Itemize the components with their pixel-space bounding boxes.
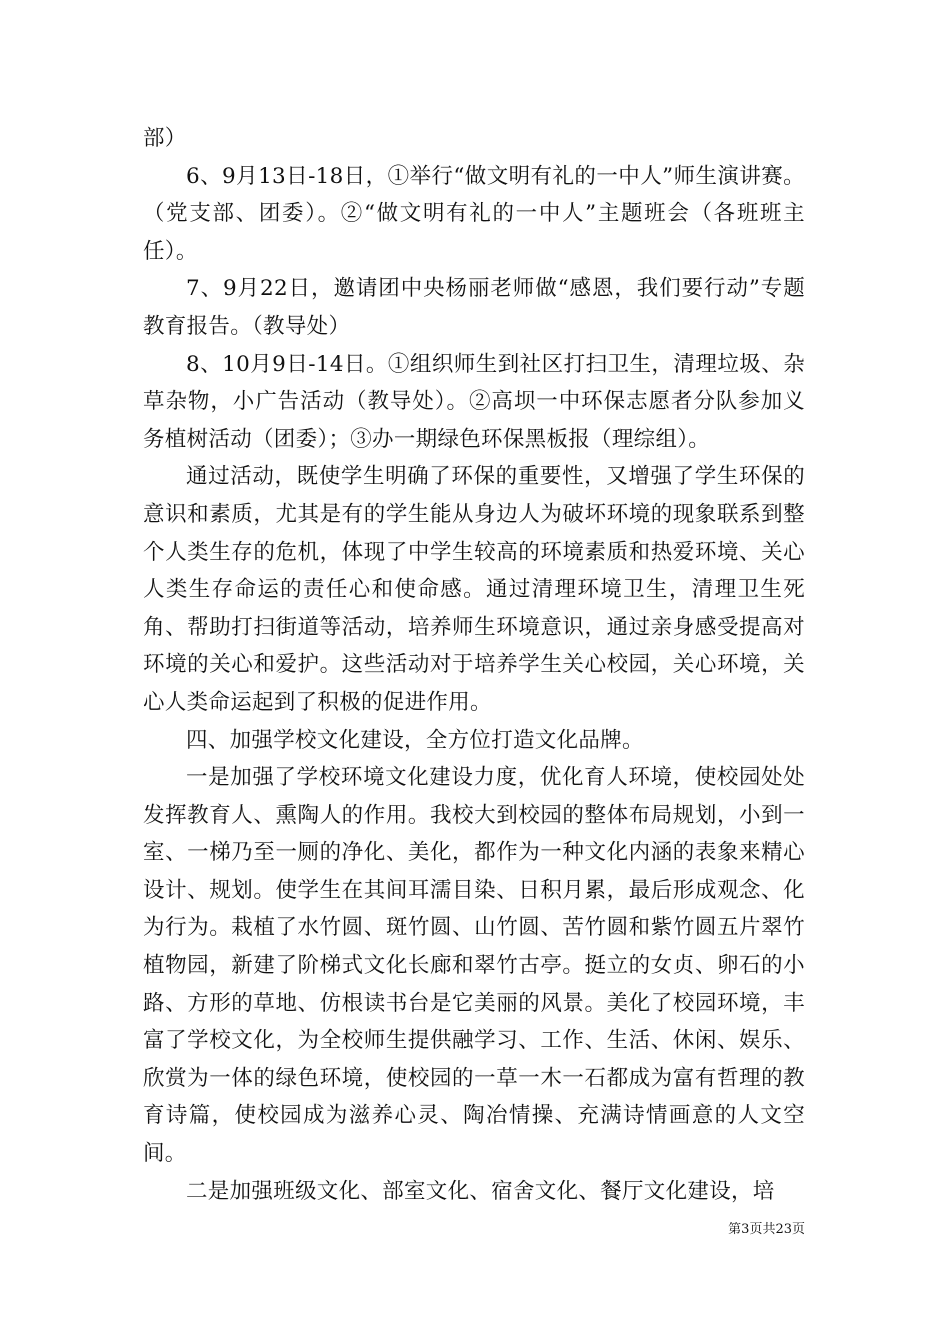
paragraph-fragment-dept: 部） [143, 126, 187, 151]
page-number: 第3页共23页 [728, 1222, 805, 1237]
paragraph-item-8: 8、10月9日-14日。①组织师生到社区打扫卫生，清理垃圾、杂草杂物，小广告活动（教导处）。②高坝一中环保志愿者分队参加义务植树活动（团委）；③办一期绿色环保黑板报（理综组）。 [143, 351, 805, 452]
paragraph-class-culture: 二是加强班级文化、部室文化、宿舍文化、餐厅文化建设，培 [186, 1178, 775, 1204]
paragraph-item-6: 6、9月13日-18日，①举行“做文明有礼的一中人”师生演讲赛。（党支部、团委）。②“做文明有礼的一中人”主题班会（各班班主任）。 [143, 163, 805, 264]
paragraph-item-7: 7、9月22日，邀请团中央杨丽老师做“感恩，我们要行动”专题教育报告。（教导处） [143, 276, 805, 339]
section-heading-culture: 四、加强学校文化建设，全方位打造文化品牌。 [186, 727, 644, 753]
paragraph-environment-culture: 一是加强了学校环境文化建设力度，优化育人环境，使校园处处发挥教育人、熏陶人的作用。我校大到校园的整体布局规划，小到一室、一梯乃至一厕的净化、美化，都作为一种文化内涵的表象来精心设计、规划。使学生在其间耳濡目染、日积月累，最后形成观念、化为行为。栽植了水竹圆、斑竹圆、山竹圆、苦竹圆和紫竹圆五片翠竹植物园，新建了阶梯式文化长廊和翠竹古亭。挺立的女贞、卵石的小路、方形的草地、仿根读书台是它美丽的风景。美化了校园环境，丰富了学校文化，为全校师生提供融学习、工作、生活、休闲、娱乐、欣赏为一体的绿色环境，使校园的一草一木一石都成为富有哲理的教育诗篇，使校园成为滋养心灵、陶冶情操、充满诗情画意的人文空间。 [143, 765, 805, 1167]
paragraph-activity-summary: 通过活动，既使学生明确了环保的重要性，又增强了学生环保的意识和素质，尤其是有的学生能从身边人为破坏环境的现象联系到整个人类生存的危机，体现了中学生较高的环境素质和热爱环境、关心人类生存命运的责任心和使命感。通过清理环境卫生，清理卫生死角、帮助打扫街道等活动，培养师生环境意识，通过亲身感受提高对环境的关心和爱护。这些活动对于培养学生关心校园，关心环境，关心人类命运起到了积极的促进作用。 [143, 464, 805, 715]
document-body [143, 120, 805, 1210]
